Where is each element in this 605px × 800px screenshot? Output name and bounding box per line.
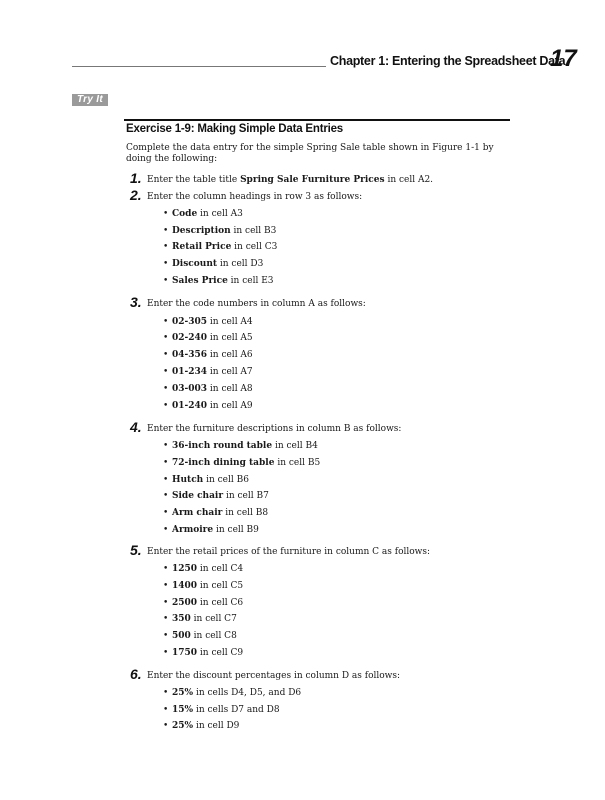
- step-number: 6.: [130, 666, 142, 682]
- header-rule: [72, 66, 326, 67]
- step-text: Enter the retail prices of the furniture in column C as follows:: [147, 547, 431, 557]
- exercise-intro: Complete the data entry for the simple Spring Sale table shown in Figure 1-1 by doing the following:: [126, 143, 494, 164]
- step-text: Enter the discount percentages in column D as follows:: [147, 671, 401, 681]
- step-text: Enter the column headings in row 3 as follows:: [147, 192, 363, 202]
- step-number: 1.: [130, 170, 142, 186]
- step-text: Enter the furniture descriptions in column B as follows:: [147, 424, 402, 434]
- step-number: 3.: [130, 294, 142, 310]
- exercise-title: Exercise 1-9: Making Simple Data Entries: [126, 123, 343, 135]
- page-number: 17: [550, 45, 577, 72]
- step-text: Enter the code numbers in column A as follows:: [147, 299, 366, 309]
- exercise-rule: [124, 119, 510, 121]
- step-number: 4.: [130, 419, 142, 435]
- chapter-title: Chapter 1: Entering the Spreadsheet Data: [330, 54, 566, 68]
- step-number: 2.: [130, 187, 142, 203]
- step-text: Enter the table title Spring Sale Furniture Prices in cell A2.: [147, 175, 434, 185]
- step-number: 5.: [130, 542, 142, 558]
- try-it-tag: Try It: [72, 94, 108, 106]
